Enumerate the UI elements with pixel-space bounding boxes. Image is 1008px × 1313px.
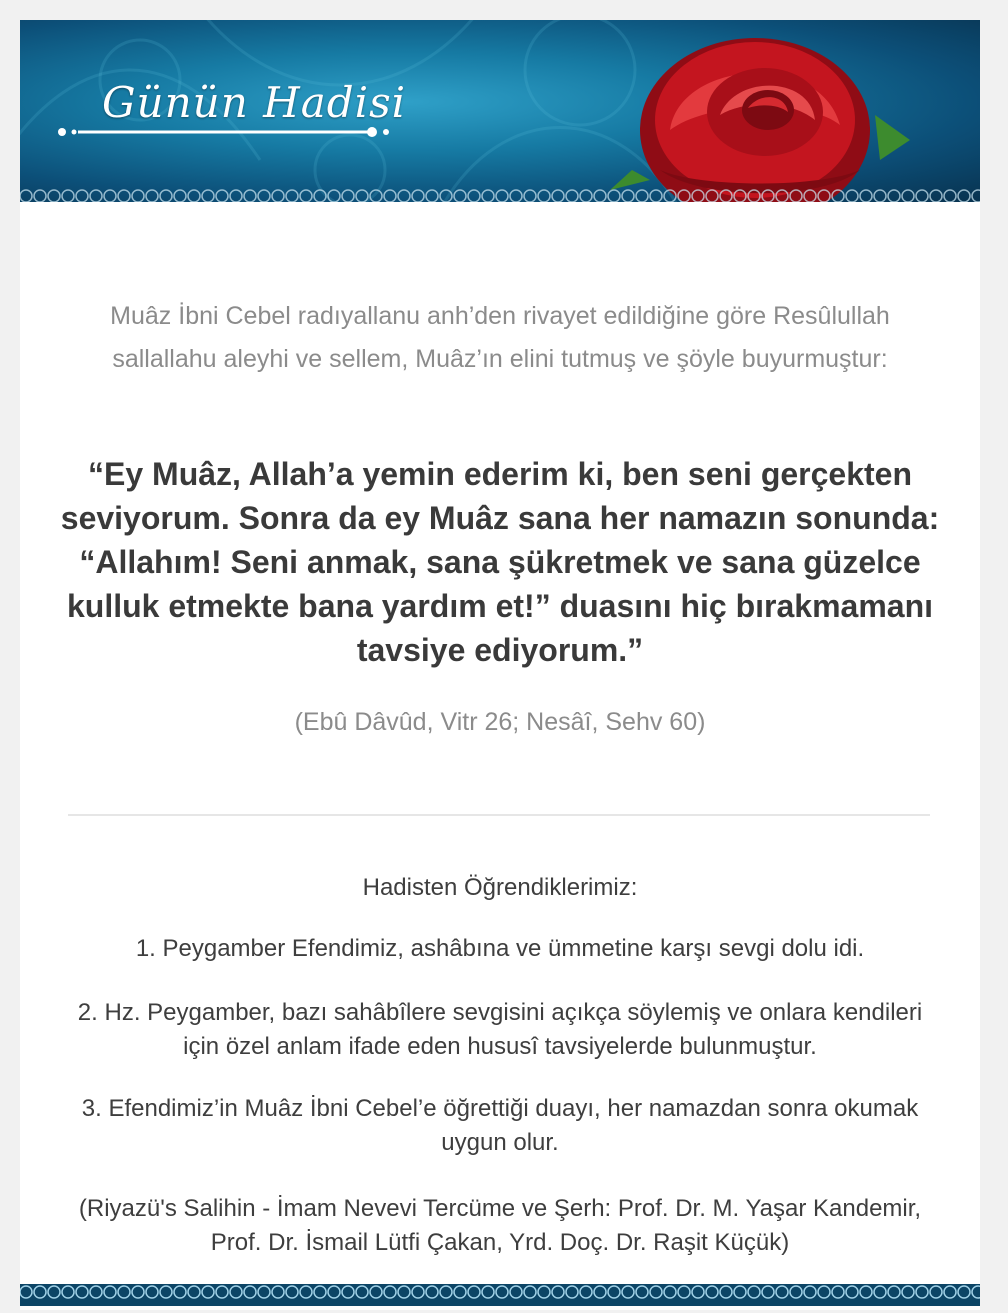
hadith-card xyxy=(20,20,980,1310)
banner-title: Günün Hadisi xyxy=(102,78,407,127)
rose-icon xyxy=(610,38,910,202)
footer-border xyxy=(20,1284,980,1306)
lessons-reference: (Riyazü's Salihin - İmam Nevevi Tercüme ve Şerh: Prof. Dr. M. Yaşar Kandemir, Prof. Dr. İsmail Lütfi Çakan, Yrd. Doç. Dr. Raşit Küçük) xyxy=(78,1195,922,1256)
hadith-source: (Ebû Dâvûd, Vitr 26; Nesâî, Sehv 60) xyxy=(294,708,706,736)
divider xyxy=(68,814,930,816)
lesson-item: 3. Efendimiz’in Muâz İbni Cebel’e öğrettiği duayı, her namazdan sonra okumak uygun olur. xyxy=(81,1095,919,1156)
hadith-intro: Muâz İbni Cebel radıyallanu anh’den rivayet edildiğine göre Resûlullah sallallahu aleyhi ve sellem, Muâz’ın elini tutmuş ve şöyle buyurmuştur: xyxy=(110,302,890,373)
lesson-item: 2. Hz. Peygamber, bazı sahâbîlere sevgisini açıkça söylemiş ve onlara kendileri için özel anlam ifade eden hususî tavsiyelerde bulunmuştur. xyxy=(77,999,923,1060)
lesson-item: 1. Peygamber Efendimiz, ashâbına ve ümmetine karşı sevgi dolu idi. xyxy=(135,935,865,962)
hadith-quote: “Ey Muâz, Allah’a yemin ederim ki, ben seni gerçekten seviyorum. Sonra da ey Muâz sana her namazın sonunda: “Allahım! Seni anmak, sana şükretmek ve sana güzelce kulluk etmekte bana yardım et!” duasını hiç bırakmamanı tavsiye ediyorum.” xyxy=(60,456,940,668)
lessons-heading: Hadisten Öğrendiklerimiz: xyxy=(362,874,638,901)
header-banner xyxy=(20,20,980,202)
